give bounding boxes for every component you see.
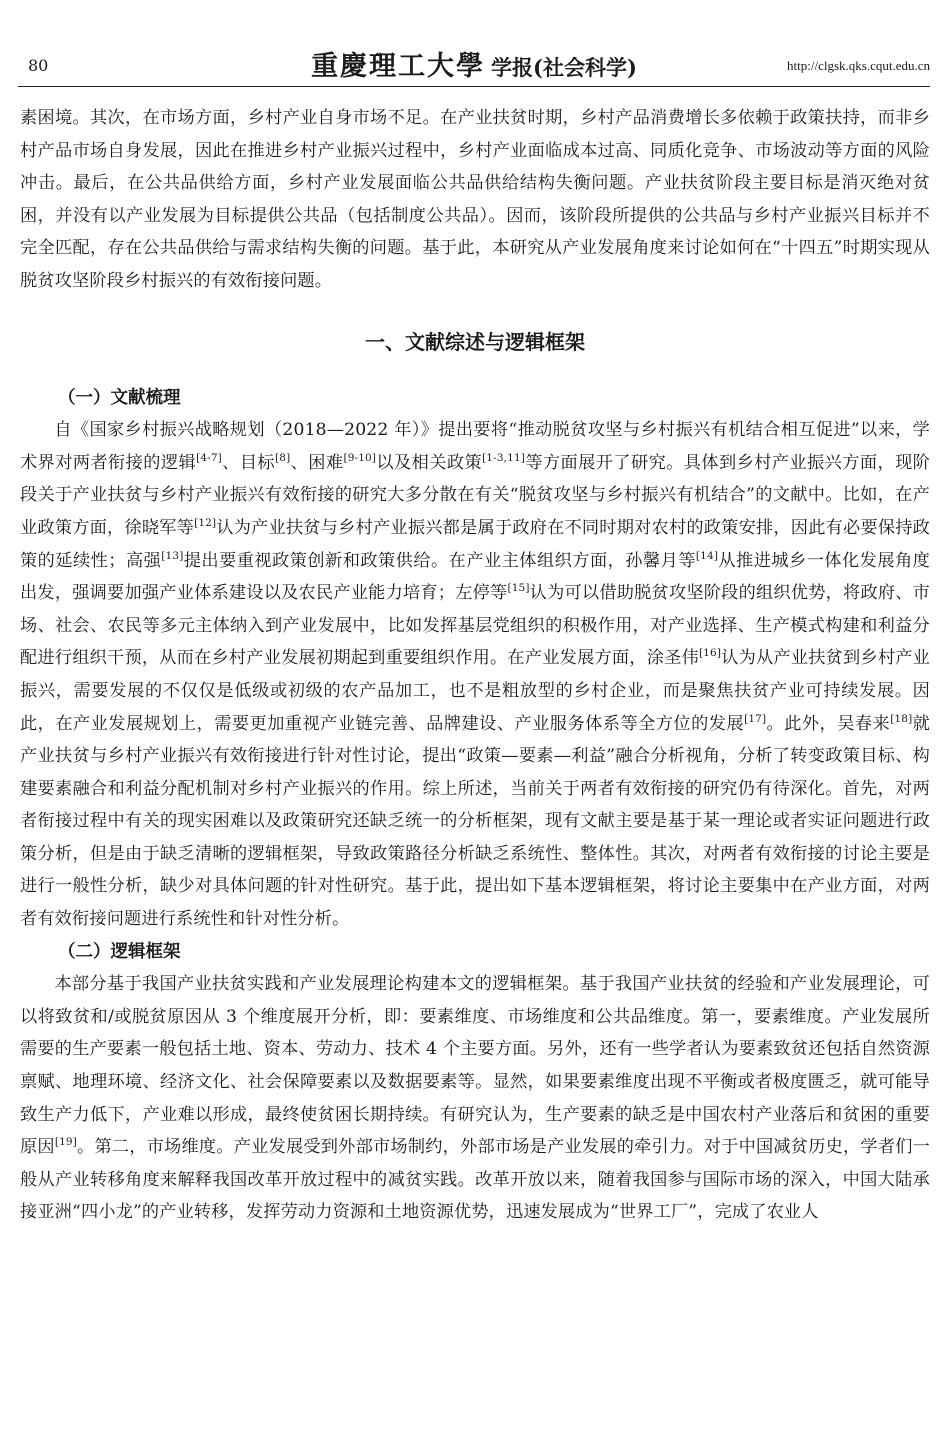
citation[interactable]: [13] (161, 549, 184, 562)
text-span: 等方面展开了研究。具体到乡村产业振兴方面，现阶段关于产业扶贫与乡村产业振兴有效衔接的研究大多分散在有关“脱贫攻坚与乡村振兴有机结合”的文献中。比如，在产业政策方面，徐晓军等 (20, 452, 931, 538)
text-span: 就产业扶贫与乡村产业振兴有效衔接进行针对性讨论，提出“政策—要素—利益”融合分析视角，分析了转变政策目标、构建要素融合和利益分配机制对乡村产业振兴的作用。综上所述，当前关于两者有效衔接的研究仍有待深化。首先，对两者衔接过程中有关的现实困难以及政策研究还缺乏统一的分析框架，现有文献主要是基于某一理论或者实证问题进行政策分析，但是由于缺乏清晰的逻辑框架，导致政策路径分析缺乏系统性、整体性。其次，对两者有效衔接的讨论主要是进行一般性分析，缺少对具体问题的针对性研究。基于此，提出如下基本逻辑框架，将讨论主要集中在产业方面，对两者有效衔接问题进行系统性和针对性分析。 (20, 713, 931, 930)
article-body (20, 102, 930, 1229)
text-span: 自《国家乡村振兴战略规划（2018—2022 年）》提出要将“推动脱贫攻坚与乡村振兴有机结合相互促进”以来，学术界对两者衔接的逻辑 (20, 420, 930, 473)
journal-subtitle: 学报(社会科学) (491, 55, 637, 80)
paragraph-intro-continued: 素困境。其次，在市场方面，乡村产业自身市场不足。在产业扶贫时期，乡村产品消费增长多依赖于政策扶持，而非乡村产品市场自身发展，因此在推进乡村产业振兴过程中，乡村产业面临成本过高、同质化竞争、市场波动等方面的风险冲击。最后，在公共品供给方面，乡村产业发展面临公共品供给结构失衡问题。产业扶贫阶段主要目标是消灭绝对贫困，并没有以产业发展为目标提供公共品（包括制度公共品）。因而，该阶段所提供的公共品与乡村产业振兴目标并不完全匹配，存在公共品供给与需求结构失衡的问题。基于此，本研究从产业发展角度来讨论如何在“十四五”时期实现从脱贫攻坚阶段乡村振兴的有效衔接问题。 (20, 108, 930, 291)
text-span: 以及相关政策 (376, 452, 483, 473)
paragraph-logical-framework (20, 968, 930, 1229)
text-span: 从推进城乡一体化发展角度出发，强调要加强产业体系建设以及农民产业能力培育；左停等 (20, 550, 930, 604)
journal-url[interactable]: http://clgsk.qks.cqut.edu.cn (787, 58, 930, 73)
subsection-heading-literature: （一）文献梳理 (58, 387, 181, 408)
running-header (18, 38, 930, 84)
citation[interactable]: [9-10] (343, 451, 377, 464)
citation[interactable]: [8] (275, 451, 291, 464)
citation[interactable]: [1-3,11] (482, 451, 526, 464)
section-heading: 一、文献综述与逻辑框架 (365, 329, 585, 354)
citation[interactable]: [4-7] (196, 451, 222, 464)
text-span: 、目标 (221, 452, 276, 473)
journal-name: 重慶理工大學 (311, 51, 486, 82)
citation[interactable]: [15] (507, 582, 530, 595)
text-span: 、困难 (290, 452, 344, 473)
citation[interactable]: [14] (695, 549, 719, 562)
subsection-heading-framework: （二）逻辑框架 (58, 941, 181, 962)
citation[interactable]: [17] (744, 712, 767, 725)
page-number: 80 (28, 56, 49, 75)
text-span: 认为从产业扶贫到乡村产业振兴，需要发展的不仅仅是低级或初级的农产品加工，也不是粗放型的乡村企业，而是聚焦扶贫产业可持续发展。因此，在产业发展规划上，需要更加重视产业链完善、品牌建设、产业服务体系等全方位的发展 (20, 648, 930, 734)
text-span: 本部分基于我国产业扶贫实践和产业发展理论构建本文的逻辑框架。基于我国产业扶贫的经验和产业发展理论，可以将致贫和/或脱贫原因从 3 个维度展开分析，即：要素维度、市场维度和公共品维度。第一，要素维度。产业发展所需要的生产要素一般包括土地、资本、劳动力、技术 4 个主要方面。另外，还有一些学者认为要素致贫还包括自然资源禀赋、地理环境、经济文化、社会保障要素以及数据要素等。显然，如果要素维度出现不平衡或者极度匮乏，就可能导致生产力低下，产业难以形成，最终使贫困长期持续。有研究认为，生产要素的缺乏是中国农村产业落后和贫困的重要原因 (20, 974, 930, 1158)
citation[interactable]: [19] (54, 1136, 77, 1149)
text-span: 。此外，吴春来 (766, 713, 891, 734)
text-span: 。第二，市场维度。产业发展受到外部市场制约，外部市场是产业发展的牵引力。对于中国减贫历史，学者们一般从产业转移角度来解释我国改革开放过程中的减贫实践。改革开放以来，随着我国参与国际市场的深入，中国大陆承接亚洲“四小龙”的产业转移，发挥劳动力资源和土地资源优势，迅速发展成为“世界工厂”，完成了农业人 (20, 1137, 930, 1223)
text-span: 提出要重视政策创新和政策供给。在产业主体组织方面，孙馨月等 (183, 550, 696, 571)
text-span: 认为可以借助脱贫攻坚阶段的组织优势，将政府、市场、社会、农民等多元主体纳入到产业发展中，比如发挥基层党组织的积极作用，对产业选择、生产模式构建和利益分配进行组织干预，从而在乡村产业发展初期起到重要组织作用。在产业发展方面，涂圣伟 (20, 583, 931, 669)
header-rule (18, 86, 930, 87)
citation[interactable]: [16] (698, 647, 722, 660)
citation[interactable]: [12] (194, 516, 217, 529)
text-span: 认为产业扶贫与乡村产业振兴都是属于政府在不同时期对农村的政策安排，因此有必要保持政策的延续性；高强 (20, 517, 930, 571)
paragraph-literature-review (20, 414, 930, 936)
citation[interactable]: [18] (890, 712, 913, 725)
